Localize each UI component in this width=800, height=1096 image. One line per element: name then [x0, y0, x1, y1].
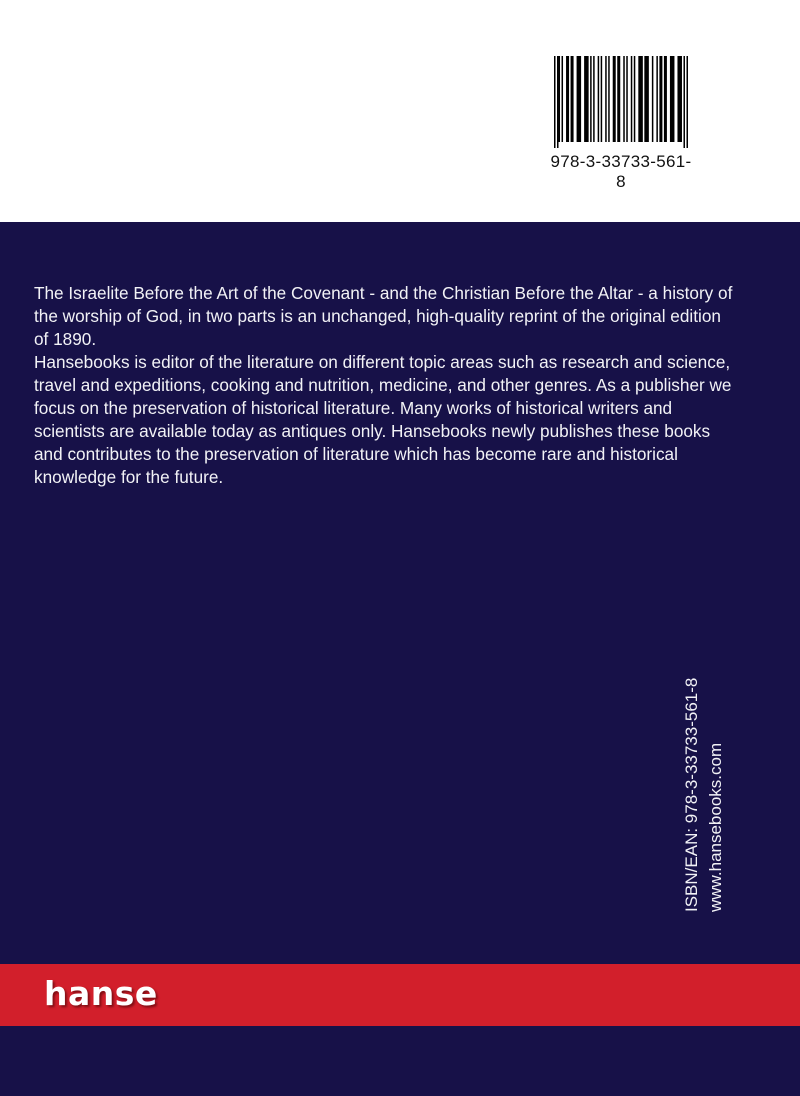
barcode	[548, 52, 694, 191]
hanse-logo: hanse	[44, 974, 158, 1013]
barcode-bar	[634, 56, 636, 142]
barcode-bar	[593, 56, 595, 142]
barcode-bar	[631, 56, 633, 142]
blurb-paragraph-2: Hansebooks is editor of the literature on different topic areas such as research and science, travel and expeditions, cooking and nutrition, medicine, and other genres. As a publisher we focus on the preservation of historical literature. Many works of historical writers and scientists are available today as antiques only. Hansebooks newly publishes these books and contributes to the preservation of literature which has become rare and historical knowledge for the future.	[34, 352, 732, 487]
vertical-info	[680, 662, 728, 912]
isbn-text: ISBN/EAN: 978-3-33733-561-8	[682, 677, 701, 912]
barcode-bar	[613, 56, 616, 142]
barcode-bar	[562, 56, 564, 142]
back-cover	[0, 222, 800, 1096]
barcode-bar	[626, 56, 628, 142]
barcode-bar	[601, 56, 603, 142]
barcode-bar	[617, 56, 620, 142]
website-text: www.hansebooks.com	[706, 742, 725, 912]
top-white-area	[0, 0, 800, 222]
barcode-bar	[571, 56, 574, 142]
barcode-bar	[559, 56, 561, 142]
barcode-bar	[608, 56, 610, 142]
barcode-bar	[656, 56, 658, 142]
barcode-bar	[598, 56, 600, 142]
barcode-bar	[659, 56, 662, 142]
barcode-bar	[638, 56, 643, 142]
barcode-bar	[577, 56, 582, 142]
barcode-number: 978-3-33733-561-8	[550, 152, 692, 191]
barcode-bar	[605, 56, 607, 142]
barcode-bar	[584, 56, 589, 142]
barcode-bars	[554, 56, 688, 148]
barcode-bar	[644, 56, 649, 142]
barcode-bar	[566, 56, 569, 142]
barcode-bar	[677, 56, 682, 142]
barcode-guard-bar	[554, 56, 556, 148]
barcode-guard-bar	[686, 56, 688, 148]
barcode-bar	[664, 56, 667, 142]
publisher-band	[0, 964, 800, 1026]
blurb-paragraph-1: The Israelite Before the Art of the Covenant - and the Christian Before the Altar - a history of the worship of God, in two parts is an unchanged, high-quality reprint of the original edition of 1890.	[34, 283, 733, 349]
blurb-text	[34, 282, 734, 489]
barcode-guard-bar	[683, 56, 685, 148]
barcode-guard-bar	[557, 56, 559, 148]
barcode-bar	[590, 56, 592, 142]
barcode-bar	[652, 56, 654, 142]
barcode-bar	[623, 56, 625, 142]
barcode-bar	[670, 56, 675, 142]
